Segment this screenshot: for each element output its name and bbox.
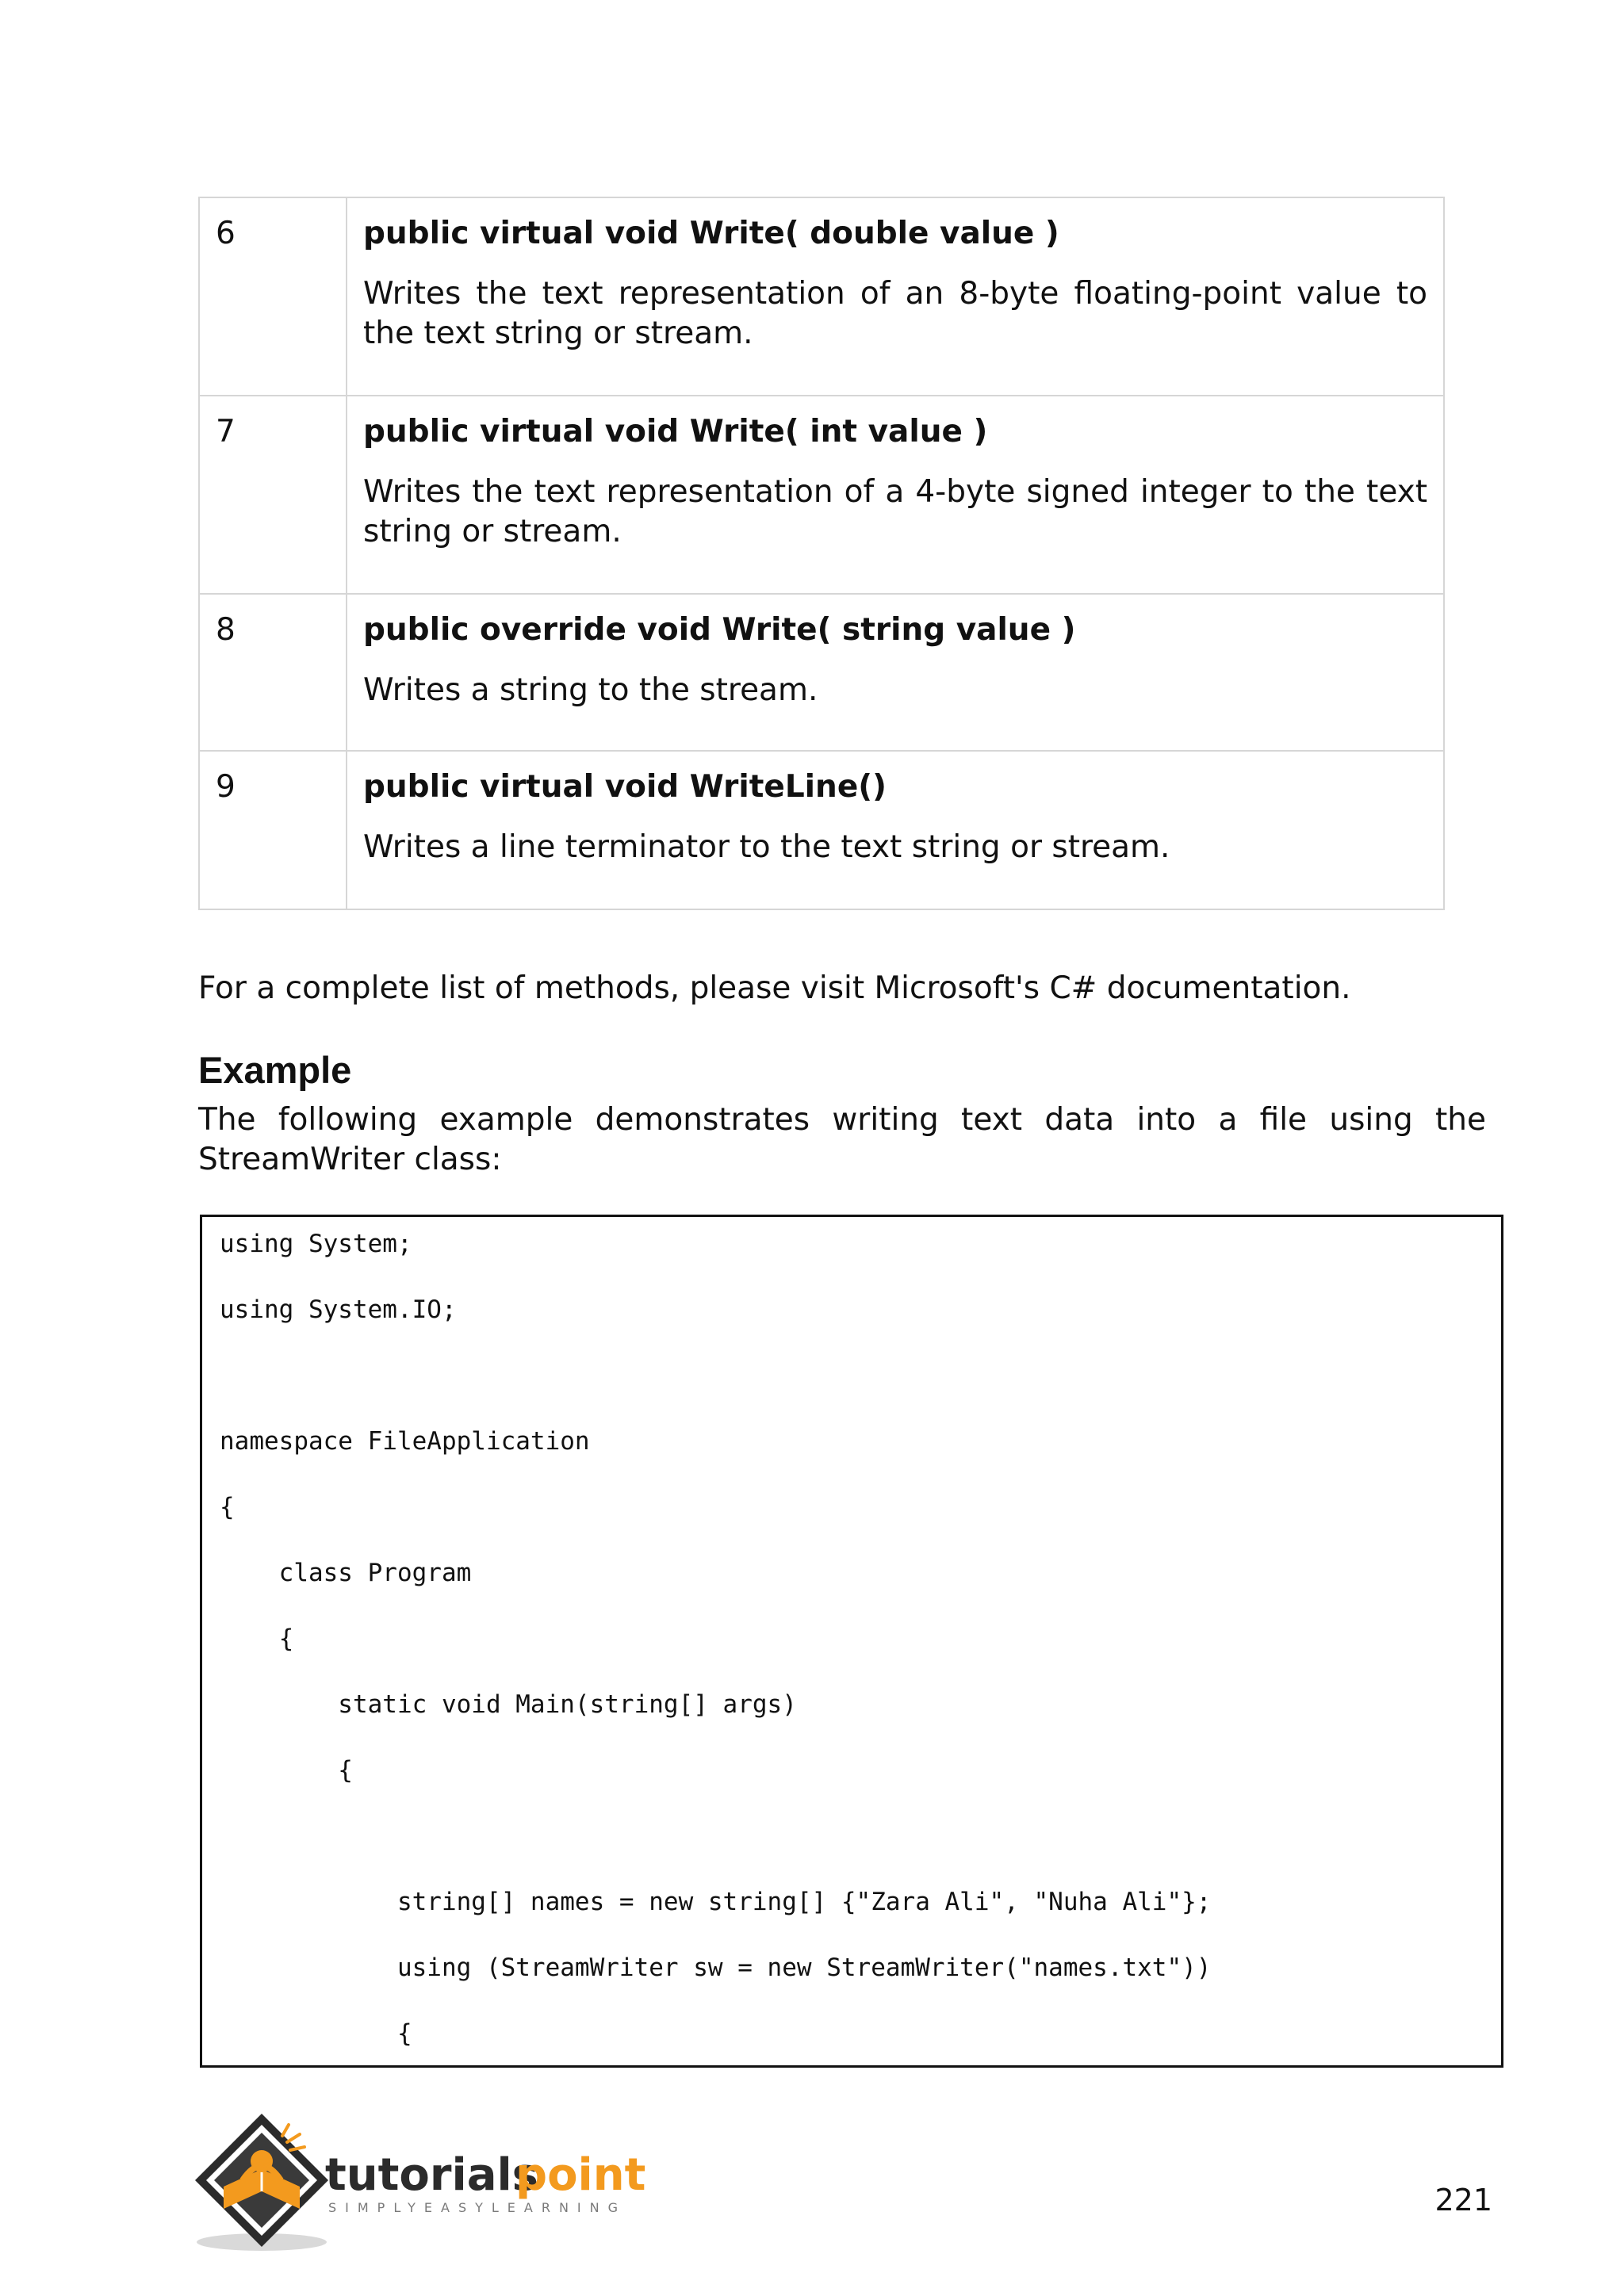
example-intro-line-1: The following example demonstrates writing text data into a file using the (198, 1102, 1486, 1138)
table-row (199, 594, 1444, 751)
method-number: 7 (199, 396, 347, 594)
code-line: using System.IO; (220, 1295, 457, 1324)
method-description: Writes a string to the stream. (363, 672, 818, 708)
table-row (199, 396, 1444, 594)
method-signature: public override void Write( string value ) (363, 612, 1076, 648)
methods-table (198, 197, 1445, 910)
method-cell (347, 396, 1444, 594)
code-line: string[] names = new string[] {"Zara Ali", "Nuha Ali"}; (220, 1888, 1212, 1916)
logo-text-tutorials: tutorials (325, 2149, 539, 2201)
method-description: Writes the text representation of a 4-byte signed integer to the text string or stream. (363, 474, 1427, 549)
example-intro-line-2: StreamWriter class: (198, 1142, 502, 1177)
code-line: { (220, 2019, 412, 2048)
method-number: 6 (199, 197, 347, 396)
tutorialspoint-logo (193, 2110, 653, 2253)
code-line: static void Main(string[] args) (220, 1690, 797, 1719)
method-description: Writes the text representation of an 8-byte floating-point value to the text string or stream. (363, 276, 1427, 351)
method-signature: public virtual void WriteLine() (363, 769, 887, 805)
section-heading: Example (198, 1049, 352, 1091)
code-line: class Program (220, 1559, 472, 1587)
code-line: { (220, 1493, 235, 1521)
documentation-note: For a complete list of methods, please visit Microsoft's C# documentation. (198, 970, 1351, 1006)
method-number: 8 (199, 594, 347, 751)
code-line: using System; (220, 1230, 412, 1258)
code-line: using (StreamWriter sw = new StreamWriter("names.txt")) (220, 1954, 1212, 1982)
code-line: { (220, 1756, 353, 1785)
code-line: { (220, 1624, 294, 1653)
method-cell (347, 594, 1444, 751)
table-row (199, 751, 1444, 909)
logo-text-point: point (515, 2149, 646, 2201)
method-signature: public virtual void Write( double value ) (363, 216, 1059, 251)
method-number: 9 (199, 751, 347, 909)
table-row (199, 197, 1444, 396)
logo-tagline: SIMPLYEASYLEARNING (328, 2200, 627, 2215)
code-block (200, 1215, 1503, 2068)
page-number: 221 (1434, 2183, 1492, 2218)
method-cell (347, 751, 1444, 909)
example-intro (198, 1100, 1486, 1180)
method-description: Writes a line terminator to the text string or stream. (363, 829, 1170, 865)
method-cell (347, 197, 1444, 396)
code-line: namespace FileApplication (220, 1427, 590, 1456)
method-signature: public virtual void Write( int value ) (363, 414, 988, 450)
